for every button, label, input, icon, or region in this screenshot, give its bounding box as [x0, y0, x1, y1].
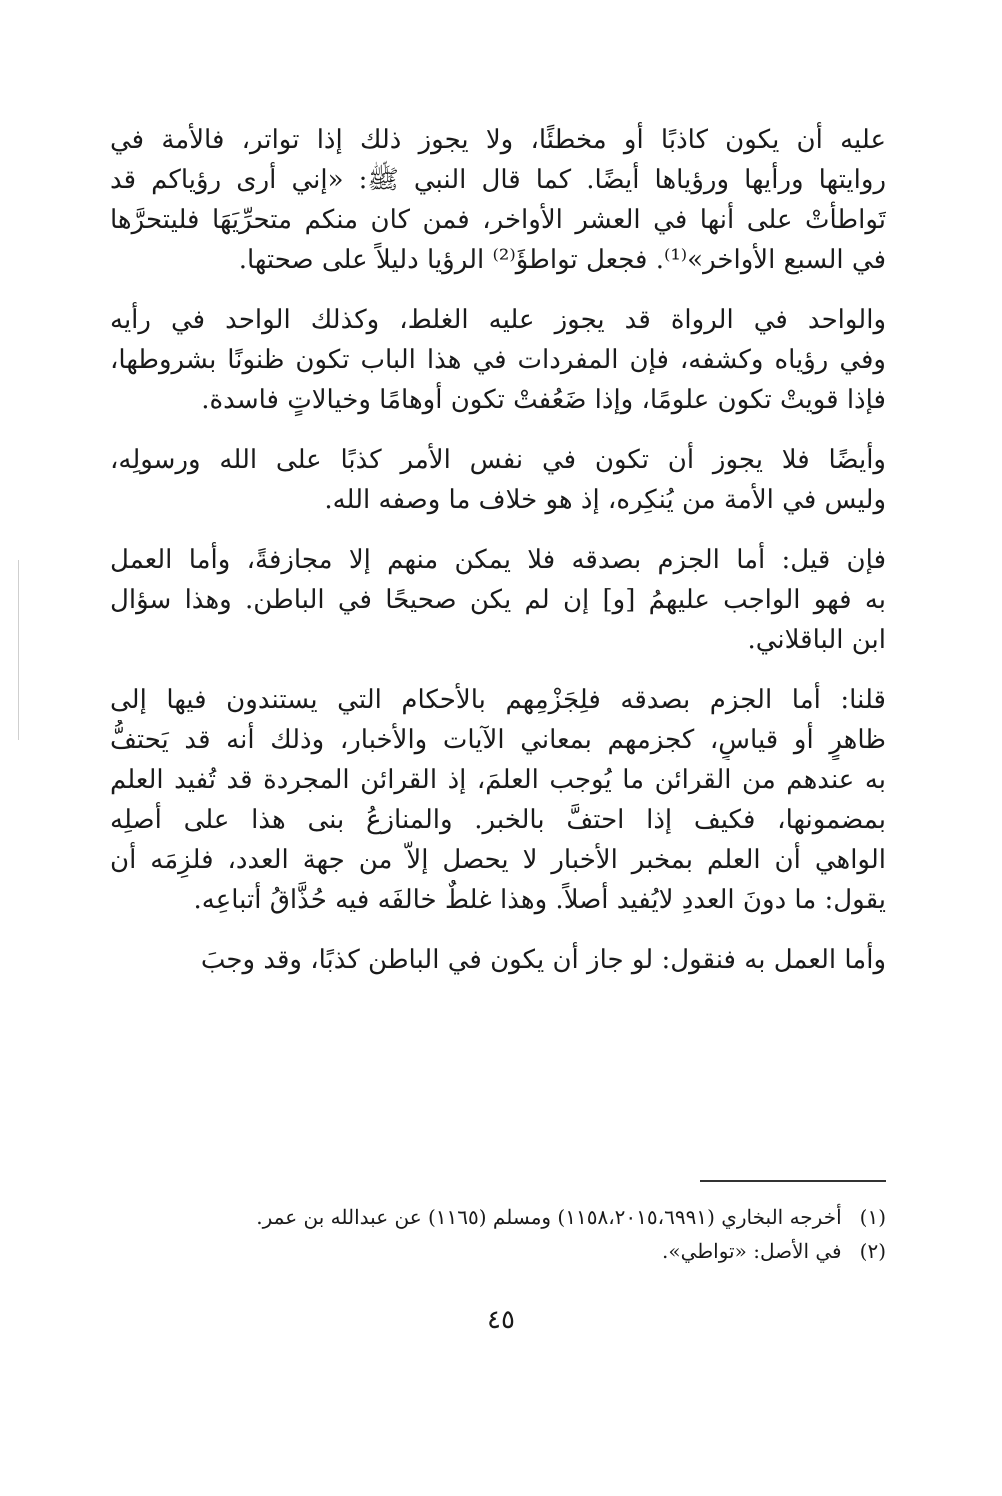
text-line: فإن قيل: أما الجزم بصدقه فلا يمكن منهم إلا مجازفةً، وأما العمل	[110, 545, 886, 575]
text-line: وفي رؤياه وكشفه، فإن المفردات في هذا الباب تكون ظنونًا بشروطها،	[110, 345, 886, 375]
footnote-text: أخرجه البخاري (١١٥٨،٢٠١٥،٦٩٩١) ومسلم (١١٦٥) عن عبدالله بن عمر.	[256, 1205, 842, 1229]
text-line: قلنا: أما الجزم بصدقه فلِجَزْمِهم بالأحكام التي يستندون فيها إلى	[110, 685, 886, 715]
text-line: به عندهم من القرائن ما يُوجب العلمَ، إذ القرائن المجردة قد تُفيد العلم	[110, 765, 886, 795]
text-line: وأما العمل به فنقول: لو جاز أن يكون في الباطن كذبًا، وقد وجبَ	[200, 945, 886, 975]
paragraph-2	[110, 300, 886, 420]
scan-margin-line	[18, 560, 19, 740]
text-line: والواحد في الرواة قد يجوز عليه الغلط، وكذلك الواحد في رأيه	[110, 305, 886, 335]
text-line: روايتها ورأيها ورؤياها أيضًا. كما قال النبي ﷺ: «إني أرى رؤياكم قد	[110, 165, 886, 195]
text-line: ابن الباقلاني.	[747, 625, 886, 655]
text-line: تَواطأتْ على أنها في العشر الأواخر، فمن كان منكم متحرِّيَهَا فليتحرَّها	[110, 205, 886, 235]
footnote-1	[110, 1200, 886, 1234]
text-line: وأيضًا فلا يجوز أن تكون في نفس الأمر كذبًا على الله ورسولِه،	[110, 445, 886, 475]
text-line: عليه أن يكون كاذبًا أو مخطئًا، ولا يجوز ذلك إذا تواتر، فالأمة في	[110, 125, 886, 155]
footnote-separator	[700, 1180, 886, 1182]
paragraph-1	[110, 120, 886, 280]
footnote-text: في الأصل: «تواطي».	[661, 1239, 842, 1263]
paragraph-3	[110, 440, 886, 520]
page-number: ٤٥	[487, 1305, 515, 1335]
footnotes	[110, 1200, 886, 1268]
text-line: في السبع الأواخر»⁽¹⁾. فجعل تواطؤَ⁽²⁾ الرؤيا دليلاً على صحتها.	[238, 245, 886, 275]
text-line: بمضمونها، فكيف إذا احتفَّ بالخبر. والمنازعُ بنى هذا على أصلِه	[110, 805, 886, 835]
footnote-2	[110, 1234, 886, 1268]
text-line: ظاهرٍ أو قياسٍ، كجزمهم بمعاني الآيات والأخبار، وذلك أنه قد يَحتفُّ	[110, 725, 886, 755]
paragraph-6	[110, 940, 886, 980]
footnote-number: (٢)	[859, 1239, 886, 1263]
body-text	[110, 120, 886, 1000]
text-line: به فهو الواجب عليهمُ [و] إن لم يكن صحيحًا في الباطن. وهذا سؤال	[110, 585, 886, 615]
paragraph-5	[110, 680, 886, 920]
text-line: وليس في الأمة من يُنكِره، إذ هو خلاف ما وصفه الله.	[324, 485, 886, 515]
text-line: الواهي أن العلم بمخبر الأخبار لا يحصل إلاّ من جهة العدد، فلزِمَه أن	[110, 845, 886, 875]
footnote-number: (١)	[859, 1205, 886, 1229]
text-line: فإذا قويتْ تكون علومًا، وإذا ضَعُفتْ تكون أوهامًا وخيالاتٍ فاسدة.	[201, 385, 886, 415]
paragraph-4	[110, 540, 886, 660]
text-line: يقول: ما دونَ العددِ لايُفيد أصلاً. وهذا غلطٌ خالفَه فيه حُذَّاقُ أتباعِه.	[193, 885, 886, 915]
